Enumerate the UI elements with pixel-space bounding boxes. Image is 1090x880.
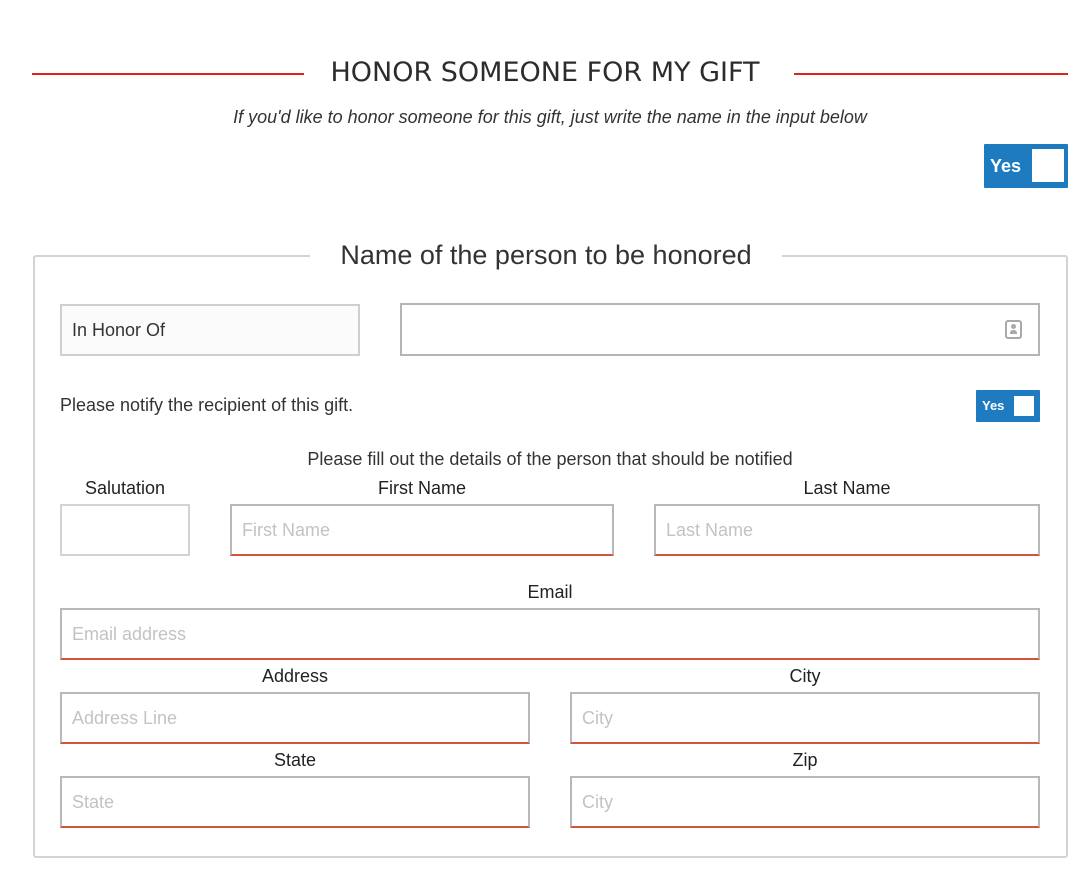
honor-type-select[interactable]	[60, 304, 360, 356]
honoree-name-input[interactable]	[400, 303, 1040, 356]
notify-instructions: Please fill out the details of the person that should be notified	[307, 449, 793, 469]
honor-toggle[interactable]	[984, 144, 1068, 188]
header-divider-left	[32, 73, 304, 75]
address-label: Address	[261, 666, 329, 686]
header-divider-right	[794, 73, 1068, 75]
first-name-input[interactable]	[230, 504, 614, 556]
section-subtitle: If you'd like to honor someone for this gift, just write the name in the input below	[233, 107, 867, 127]
address-input[interactable]	[60, 692, 530, 744]
last-name-input[interactable]	[654, 504, 1040, 556]
city-label: City	[789, 666, 821, 686]
last-name-label: Last Name	[803, 478, 891, 498]
city-input[interactable]	[570, 692, 1040, 744]
notify-recipient-text: Please notify the recipient of this gift.	[60, 395, 354, 415]
salutation-label: Salutation	[84, 478, 166, 498]
honor-type-value: In Honor Of	[72, 320, 166, 340]
state-input[interactable]	[60, 776, 530, 828]
zip-label: Zip	[792, 750, 818, 770]
fieldset-legend	[0, 237, 1090, 273]
notify-toggle-label: Yes	[982, 398, 1005, 413]
zip-input[interactable]	[570, 776, 1040, 828]
salutation-input[interactable]	[60, 504, 190, 556]
honor-toggle-label: Yes	[990, 156, 1022, 176]
notify-toggle[interactable]	[976, 390, 1040, 422]
section-title-text: HONOR SOMEONE FOR MY GIFT	[316, 57, 773, 88]
fieldset-legend-text: Name of the person to be honored	[310, 240, 781, 270]
contact-card-icon[interactable]	[1005, 320, 1022, 339]
email-label: Email	[527, 582, 573, 602]
email-input[interactable]	[60, 608, 1040, 660]
first-name-label: First Name	[377, 478, 466, 498]
state-label: State	[273, 750, 317, 770]
toggle-knob	[1032, 149, 1064, 182]
toggle-knob	[1014, 396, 1034, 416]
